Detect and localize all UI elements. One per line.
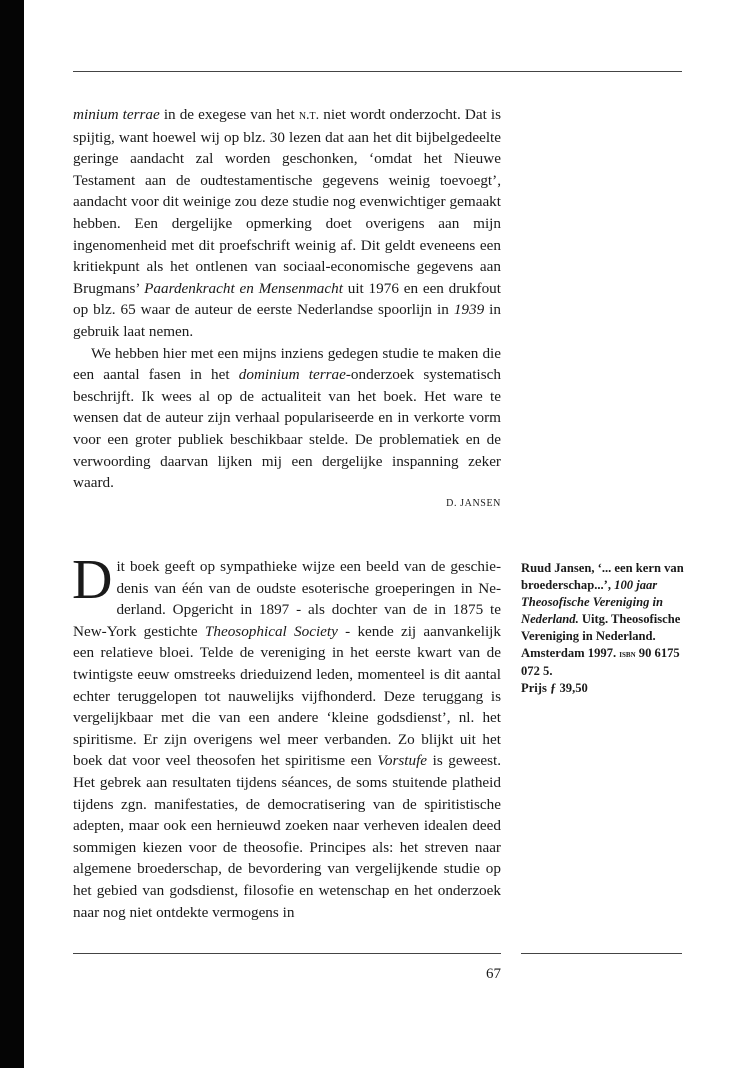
drop-cap: D xyxy=(72,549,113,611)
continuation-paragraph-2: We hebben hier met een mijns inziens gedegen studie te maken die een aantal fasen in het dominium terrae-onderzoek systematisch beschrijft. Ik wees al op de actualiteit van het boek. Het ware te wensen dat de auteur zijn verhaal populariseerde en in verkorte vorm voor een groter publiek beschikbaar stelde. De problematiek en de verwoording daarvan lijken mij een dergelijke inspanning zeker waard. xyxy=(73,344,501,492)
page-number: 67 xyxy=(486,966,501,982)
reviewer-signature: D. JANSEN xyxy=(446,498,501,509)
review-paragraph: Dit boek geeft op sympathieke wijze een beeld van de geschiedenis van één van de oudste esoterische groeperingen in Nederland. Opgericht in 1897 - als dochter van de in 1875 te New-York gestichte Theosophical Society - kende zij aanvankelijk een relatieve bloei. Telde de vereniging in het eerste kwart van de twintigste eeuw omstreeks drieduizend leden, momenteel is dit aantal echter teruggelopen tot nauwelijks vijfhonderd. Deze teruggang is vergelijkbaar met die van een andere ‘kleine godsdienst’, nl. het spiritisme. Er zijn overigens wel meer verbanden. Zo blijkt uit het boek dat voor veel theosofen het spiritisme een Vorstufe is geweest. Het gebrek aan resultaten tijdens séances, de soms stuitende platheid tijdens zgn. manifestaties, de democratisering van de spiritistische adepten, maar ook een hernieuwd zoeken naar verheven idealen deed sommigen kiezen voor de theosofie. Principes als: het streven naar algemene broederschap, de bevordering van vergelijkende studie op het gebied van godsdienst, filosofie en wetenschap en het onderzoek naar nog niet ontdekte vermogens in xyxy=(72,549,502,921)
scan-edge xyxy=(0,0,24,1068)
bottom-rule-left xyxy=(73,953,501,954)
book-title: 100 jaar Theosofische Vereniging in Nederland. xyxy=(521,578,664,626)
book-review xyxy=(72,549,502,923)
isbn-value: 90 6175 072 5. xyxy=(521,646,680,678)
top-rule xyxy=(73,71,682,72)
isbn-label: isbn xyxy=(619,648,636,660)
previous-review-continuation xyxy=(73,104,501,494)
book-price: Prijs ƒ 39,50 xyxy=(521,681,588,695)
bottom-rule-right xyxy=(521,953,682,954)
continuation-paragraph-1: minium terrae in de exegese van het n.t. niet wordt onderzocht. Dat is spijtig, want hoewel wij op blz. 30 lezen dat aan het dit bijbelgedeelte geringe aandacht zal worden geschonken, ‘omdat het Nieuwe Testament aan de oudtestamentische gegevens weinig toevoegt’, aandacht voor dit weinige zou deze studie nog evenwichtiger gemaakt hebben. Een dergelijke opmerking doet overigens aan mijn ingenomenheid met dit proefschrift weinig af. Dit geldt eveneens een kritiekpunt als het ontlenen van sociaal-economische gegevens aan Brugmans’ Paardenkracht en Mensenmacht uit 1976 en een drukfout op blz. 65 waar de auteur de eerste Nederlandse spoorlijn in 1939 in gebruik laat nemen. xyxy=(73,106,501,340)
book-citation: Ruud Jansen, ‘... een kern van broederschap...’, 100 jaar Theosofische Vereniging in Nederland. Uitg. Theosofische Vereniging in Nederland. Amsterdam 1997. isbn 90 6175 072 5. Prijs ƒ 39,50 xyxy=(521,561,684,695)
